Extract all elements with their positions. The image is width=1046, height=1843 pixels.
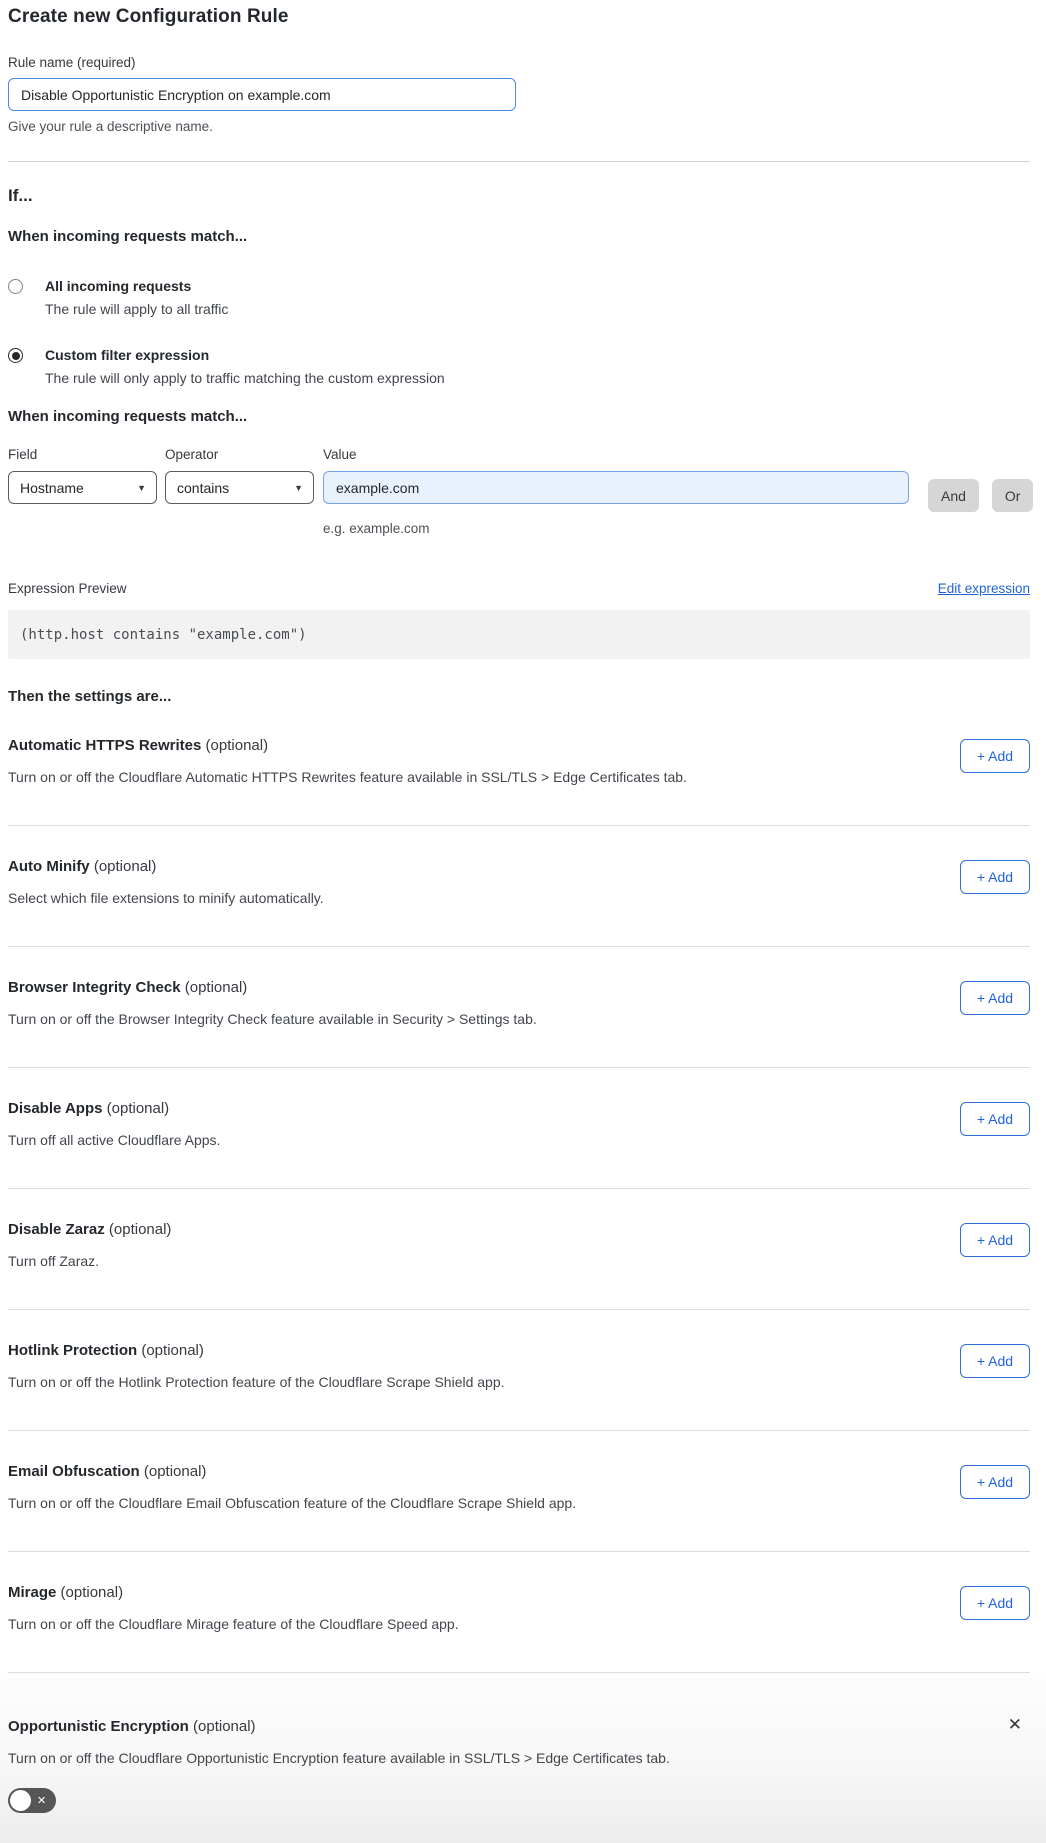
setting-title: Browser Integrity Check (optional): [8, 979, 248, 996]
setting-optional-suffix: (optional): [60, 1584, 124, 1601]
setting-description: Turn off all active Cloudflare Apps.: [8, 1132, 221, 1148]
value-input[interactable]: [323, 471, 909, 504]
opportunistic-encryption-toggle[interactable]: [8, 1788, 56, 1813]
setting-row-opportunistic-encryption: [0, 1673, 1046, 1843]
add-button[interactable]: + Add: [960, 1465, 1030, 1499]
setting-row: [8, 1552, 1030, 1673]
operator-select-value: contains: [177, 479, 230, 496]
setting-row: [8, 947, 1030, 1068]
setting-optional-suffix: (optional): [143, 1463, 207, 1480]
setting-optional-suffix: (optional): [193, 1718, 256, 1735]
value-help: e.g. example.com: [323, 521, 430, 536]
chevron-down-icon: ▼: [294, 482, 303, 493]
setting-row: [8, 1310, 1030, 1431]
setting-title: Disable Zaraz (optional): [8, 1221, 172, 1238]
expression-builder-row: [8, 447, 1030, 512]
add-button[interactable]: + Add: [960, 1344, 1030, 1378]
value-label: Value: [323, 447, 357, 462]
radio-all-incoming-label: All incoming requests: [45, 278, 192, 294]
field-label: Field: [8, 447, 38, 462]
setting-title: Opportunistic Encryption (optional): [8, 1718, 256, 1735]
field-select[interactable]: [8, 471, 157, 504]
setting-row: [8, 1068, 1030, 1189]
settings-heading: Then the settings are...: [8, 688, 172, 705]
or-button[interactable]: Or: [992, 479, 1034, 512]
setting-optional-suffix: (optional): [184, 979, 248, 996]
radio-all-incoming[interactable]: [8, 279, 23, 294]
radio-custom-filter-label: Custom filter expression: [45, 347, 210, 363]
setting-description: Turn on or off the Cloudflare Email Obfuscation feature of the Cloudflare Scrape Shield app.: [8, 1495, 577, 1511]
match-heading: When incoming requests match...: [8, 228, 248, 245]
rule-name-help: Give your rule a descriptive name.: [8, 119, 213, 134]
expression-preview-label: Expression Preview: [8, 581, 127, 596]
settings-list: [8, 705, 1030, 1673]
section-divider: [8, 161, 1030, 162]
expression-preview-code: (http.host contains "example.com"): [8, 610, 1030, 659]
setting-description: Turn on or off the Browser Integrity Check feature available in Security > Settings tab.: [8, 1011, 537, 1027]
radio-all-incoming-desc: The rule will apply to all traffic: [45, 301, 229, 317]
add-button[interactable]: + Add: [960, 739, 1030, 773]
add-button[interactable]: + Add: [960, 1586, 1030, 1620]
field-select-value: Hostname: [20, 479, 84, 496]
operator-label: Operator: [165, 447, 219, 462]
if-heading: If...: [8, 186, 33, 205]
setting-optional-suffix: (optional): [108, 1221, 172, 1238]
setting-description: Turn on or off the Cloudflare Opportunistic Encryption feature available in SSL/TLS > Edge Certificates tab.: [8, 1750, 670, 1766]
operator-select[interactable]: [165, 471, 314, 504]
edit-expression-link[interactable]: Edit expression: [937, 581, 1030, 596]
add-button[interactable]: + Add: [960, 1102, 1030, 1136]
rule-name-label: Rule name (required): [8, 55, 136, 70]
setting-description: Turn on or off the Cloudflare Automatic HTTPS Rewrites feature available in SSL/TLS > Edge Certificates tab.: [8, 769, 687, 785]
and-button[interactable]: And: [928, 479, 979, 512]
setting-title: Mirage (optional): [8, 1584, 124, 1601]
page-title: Create new Configuration Rule: [8, 6, 289, 27]
toggle-knob: [10, 1790, 31, 1811]
chevron-down-icon: ▼: [137, 482, 146, 493]
setting-optional-suffix: (optional): [106, 1100, 170, 1117]
setting-description: Turn on or off the Hotlink Protection feature of the Cloudflare Scrape Shield app.: [8, 1374, 505, 1390]
setting-row: [8, 826, 1030, 947]
setting-title: Hotlink Protection (optional): [8, 1342, 204, 1359]
radio-custom-filter[interactable]: [8, 348, 23, 363]
toggle-off-x-icon: ✕: [37, 1795, 47, 1807]
setting-title: Email Obfuscation (optional): [8, 1463, 207, 1480]
setting-description: Turn on or off the Cloudflare Mirage feature of the Cloudflare Speed app.: [8, 1616, 459, 1632]
radio-option-custom-filter[interactable]: [8, 347, 1030, 386]
rule-name-input[interactable]: [8, 78, 516, 111]
setting-row: [8, 1189, 1030, 1310]
setting-description: Select which file extensions to minify automatically.: [8, 890, 324, 906]
setting-optional-suffix: (optional): [93, 858, 157, 875]
setting-description: Turn off Zaraz.: [8, 1253, 100, 1269]
add-button[interactable]: + Add: [960, 860, 1030, 894]
setting-row: [8, 1431, 1030, 1552]
setting-title: Auto Minify (optional): [8, 858, 157, 875]
setting-optional-suffix: (optional): [141, 1342, 204, 1359]
add-button[interactable]: + Add: [960, 981, 1030, 1015]
radio-custom-filter-desc: The rule will only apply to traffic matching the custom expression: [45, 370, 445, 386]
setting-title: Disable Apps (optional): [8, 1100, 170, 1117]
builder-heading: When incoming requests match...: [8, 408, 248, 425]
close-icon[interactable]: ✕: [1007, 1715, 1022, 1734]
radio-option-all-incoming[interactable]: [8, 278, 1030, 317]
setting-optional-suffix: (optional): [205, 737, 269, 754]
setting-row: [8, 705, 1030, 826]
setting-title: Automatic HTTPS Rewrites (optional): [8, 737, 269, 754]
add-button[interactable]: + Add: [960, 1223, 1030, 1257]
